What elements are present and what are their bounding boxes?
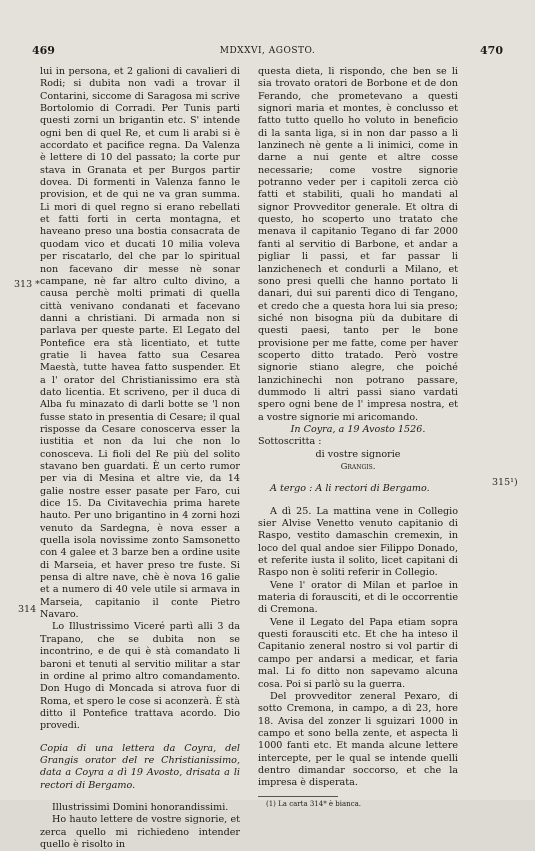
right-paragraph-3: Vene l' orator di Milan et parloe in materia di forausciti, et di le occorrentie di Cremona.	[258, 579, 458, 616]
right-paragraph-4: Vene il Legato del Papa etiam sopra questi forausciti etc. Et che ha inteso il Capitanio zeneral nostro si vol partir di campo per andarsi a medicar, et faria mal. Li fo ditto non sapevamo alcuna cosa. Poi si parlò su la guerra.	[258, 616, 458, 690]
right-paragraph-5: Del provveditor zeneral Pexaro, di sotto Cremona, in campo, a dì 23, hore 18. Avisa del zonzer li sguizari 1000 in campo et sono bella zente, et aspecta li 1000 fanti etc. Et manda alcune lettere intercepte, per le qual se intende quelli dentro dimandar soccorso, et che la impresa è disperata.	[258, 690, 458, 789]
page-number-right: 470	[480, 44, 503, 57]
margin-note-314: 314	[18, 604, 37, 615]
right-paragraph-1: questa dieta, li rispondo, che ben se li sia trovato oratori de Borbone et de don Ferando, che prometevano a questi signori maria et montes, è conclusso et fatto tutto quello ho voluto in beneficio di la santa liga, si in non dar passo a li lanzinech nè gente a li inimici, come in darne a nui gente et altre cosse necessarie; come vostre signorie potranno veder per i capitoli zerca ciò fatti et stabiliti, quali ho mandati al signor Provveditor generale. Et oltra di questo, ho scoperto uno tratato che menava il capitanio Tegano di far 2000 fanti al servitio di Barbone, et andar a pigliar li passi, et far passar li lanzichenech et condurli a Milano, et sono presi quelli che hanno portato li danari, dui sui parenti dico di Tengano, et credo che a questa hora lui sia preso; siché non bisogna più da dubitare di questi paesi, tanto per le bone provisione per me fatte, come per haver scoperto ditto tratado. Però vostre signorie stiano alegre, che poiché lanzichinechi non potrano passare, dummodo li altri passi siano vardati spero ogni bene de l' impresa nostra, et a vostre signorie mi aricomando.	[258, 66, 458, 423]
letter-address: A tergo : A li rectori di Bergamo.	[270, 483, 430, 495]
footnote-rule	[258, 796, 338, 797]
right-paragraph-2: A dì 25. La mattina vene in Collegio sier Alvise Venetto venuto capitanio di Raspo, vestito damaschin cremexin, in loco del qual andoe sier Filippo Donado, et referite iusta il solito, licet capitani di Raspo non è soliti referir in Collegio.	[258, 505, 458, 579]
letter-salutation: Illustrissimi Domini honorandissimi.	[52, 801, 229, 813]
left-paragraph-3: Ho hauto lettere de vostre signorie, et zerca quello mi richiedeno intender quello è risolto in	[40, 814, 240, 850]
letter-title: Copia di una lettera da Coyra, del Grangis orator del re Christianissimo, data a Coyra a dì 19 Avosto, drisata a li rectori di Bergamo.	[40, 742, 240, 791]
subscribed-label: Sottoscritta :	[258, 436, 322, 448]
margin-note-315: 315¹)	[492, 477, 518, 488]
left-paragraph-1: lui in persona, et 2 galioni di cavalieri di Rodi; si dubita non vadi a trovar il Contarini, siccome di Saragosa mi scrive Bortolomio di Corradi. Per Tunis parti questi zorni un brigantin etc. S' intende ogni ben di quel Re, et cum li arabi si è accordato et pacifice regna. Da Valenza è lettere di 10 del passato; la corte pur stava in Granata et per Burgos partir dovea. Di formenti in Valenza fanno le provision, et de qui ne va gran summa. Li mori di quel regno si erano rebellati et fatti forti in certa montagna, et haveano preso una bostia consacrata de quodam vico et ducati 10 milia voleva per riscatarlo, del che par lo spiritual non facevano dir messe nè sonar campane, nè far altro culto divino, a causa perchè molti primati di quella città venivano condanati et facevano danni a christiani. Di armada non si parlava per queste parte. El Legato del Pontefice era stà licentiato, et tutte gratie li havea fatto sua Cesarea Maestà, tutte havea fatto suspender. Et a l' orator del Christianissimo era stà dato licentia. Et scriveno, per il duca di Alba fu minazato di darli botte se 'l non fusse stato in presentia di Cesare; il qual risposse da Cesare conoscerva esser la iustitia et non da lui che non lo conosceva. Li fioli del Re più del solito stavano ben guardati. È un certo rumor per via di Mesina et altre vie, da 14 galie nostre esser pasate per Faro, cui dice 15. Da Civitavechia prima harete hauto. Per uno brigantino in 4 zorni hozi venuto da Sardegna, è nova esser a quella isola novissime zonto Samsonetto con 4 galee et 3 barze ben a ordine usite di Marseia, et haver preso tre fuste. Si pensa di altre nave, chè è nova 16 galie et a numero di 40 vele utile si armava in Marseia, capitanio il conte Pietro Navaro.	[40, 66, 240, 621]
letter-date: In Coyra, a 19 Avosto 1526.	[290, 423, 426, 435]
running-title: MDXXVI, AGOSTO.	[219, 46, 316, 56]
margin-note-313: 313 *	[14, 279, 40, 290]
left-column	[40, 66, 240, 851]
signature-name: Grangis.	[340, 462, 376, 472]
page-number-left: 469	[32, 44, 55, 57]
footnote: (1) La carta 314* è bianca.	[266, 799, 362, 808]
signature-line-1: di vostre signorie	[315, 448, 401, 460]
right-column	[258, 66, 458, 809]
left-paragraph-2: Lo Illustrissimo Viceré partì alli 3 da Trapano, che se dubita non se incontrino, e de qui è stà comandato li baroni et tenuti al servitio militar a star in ordine al primo altro comandamento. Don Hugo di Moncada si atrova fuor di Roma, et spero le cose si aconzerà. È stà ditto il Pontefice trattava acordo. Dio provedi.	[40, 621, 240, 732]
page-header	[32, 44, 503, 60]
